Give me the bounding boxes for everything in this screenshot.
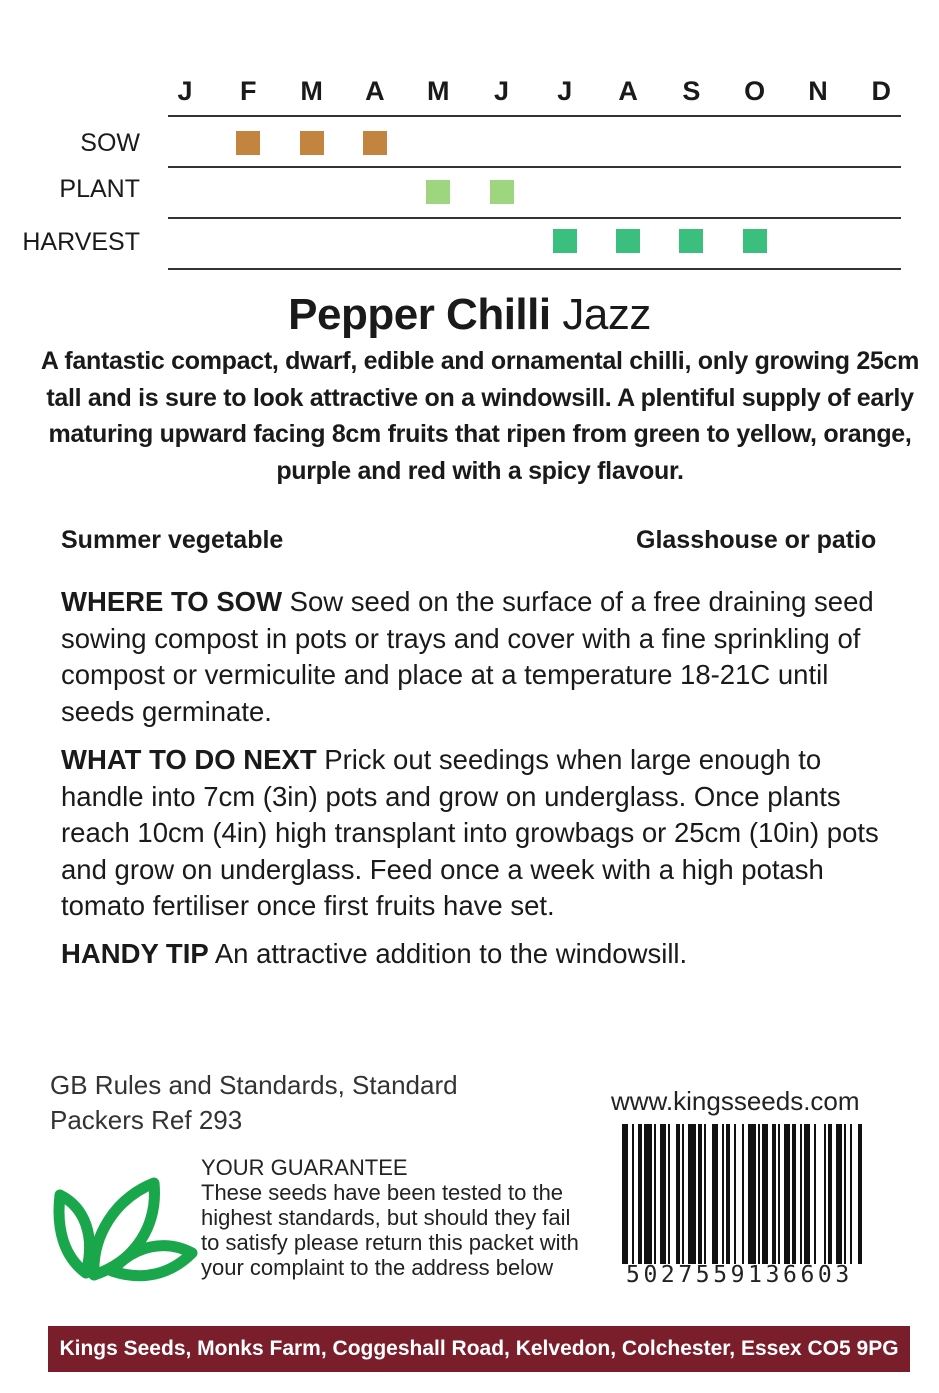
month-label: J xyxy=(177,76,193,106)
barcode-bar xyxy=(784,1124,790,1264)
month-label: A xyxy=(365,76,385,106)
barcode-bar xyxy=(844,1124,846,1264)
calendar-mark-harvest xyxy=(616,229,640,253)
barcode-bar xyxy=(676,1124,680,1264)
barcode-bar xyxy=(824,1124,826,1264)
product-description: A fantastic compact, dwarf, edible and ornamental chilli, only growing 25cm tall and is sure to look attractive on a windowsill. A plentiful supply of early maturing upward facing 8cm fruits that ripen from green to yellow, orange, purple and red with a spicy flavour. xyxy=(40,347,920,485)
row-label-plant: PLANT xyxy=(59,175,140,203)
what-to-do-next-section xyxy=(61,742,901,925)
where-to-sow-text: Sow seed on the surface of a free draining seed sowing compost in pots or trays and cover with a fine sprinkling of compost or vermiculite and place at a temperature 18-21C until seeds germinate. xyxy=(61,586,874,727)
calendar-mark-sow xyxy=(300,131,324,155)
barcode-bar xyxy=(622,1124,628,1264)
month-label: J xyxy=(557,76,573,106)
product-name: Pepper Chilli xyxy=(288,290,551,339)
barcode-bar xyxy=(660,1124,666,1264)
month-label: N xyxy=(808,76,828,106)
barcode-bar xyxy=(644,1124,652,1264)
month-label: M xyxy=(426,76,450,106)
calendar-divider-4 xyxy=(168,268,901,270)
month-label: F xyxy=(240,76,257,106)
barcode-bar xyxy=(762,1124,768,1264)
month-header xyxy=(0,76,939,110)
barcode-bar xyxy=(688,1124,696,1264)
calendar-divider-3 xyxy=(168,217,901,219)
barcode-icon xyxy=(622,1124,888,1264)
barcode-bar xyxy=(828,1124,832,1264)
month-label: A xyxy=(618,76,638,106)
month-label: S xyxy=(682,76,701,106)
where-to-sow-heading: WHERE TO SOW xyxy=(61,586,283,617)
product-title xyxy=(0,290,939,340)
barcode-bar xyxy=(858,1124,862,1264)
what-to-do-next-heading: WHAT TO DO NEXT xyxy=(61,744,317,775)
month-label: J xyxy=(493,76,510,106)
barcode-bar xyxy=(792,1124,796,1264)
standards-note: GB Rules and Standards, Standard Packers Ref 293 xyxy=(50,1070,458,1135)
handy-tip-heading: HANDY TIP xyxy=(61,938,209,969)
handy-tip-section xyxy=(61,936,901,973)
tag-location: Glasshouse or patio xyxy=(636,526,877,554)
calendar-mark-sow xyxy=(236,131,260,155)
month-label: M xyxy=(300,76,323,106)
barcode-bar xyxy=(682,1124,684,1264)
barcode-bar xyxy=(758,1124,760,1264)
website-url: www.kingsseeds.com xyxy=(611,1086,860,1116)
barcode-bar xyxy=(698,1124,702,1264)
calendar-divider-1 xyxy=(168,115,901,117)
barcode-bar xyxy=(726,1124,730,1264)
address-bar xyxy=(48,1326,910,1372)
barcode-number: 5027559136603 xyxy=(626,1262,853,1288)
barcode-bar xyxy=(748,1124,756,1264)
guarantee-block xyxy=(201,1155,581,1280)
handy-tip-text: An attractive addition to the windowsill. xyxy=(208,938,688,969)
where-to-sow-section xyxy=(61,584,901,730)
barcode-bar xyxy=(742,1124,744,1264)
barcode-bar xyxy=(654,1124,656,1264)
calendar-mark-harvest xyxy=(553,229,577,253)
barcode-bar xyxy=(638,1124,642,1264)
barcode-bar xyxy=(704,1124,706,1264)
calendar-mark-plant xyxy=(490,180,514,204)
calendar-mark-sow xyxy=(363,131,387,155)
barcode-bar xyxy=(712,1124,718,1264)
calendar-mark-harvest xyxy=(743,229,767,253)
month-label: D xyxy=(871,76,892,106)
barcode-bar xyxy=(632,1124,634,1264)
calendar-mark-harvest xyxy=(679,229,703,253)
barcode-bar xyxy=(804,1124,810,1264)
barcode-bar xyxy=(800,1124,802,1264)
what-to-do-next-text: Prick out seedings when large enough to handle into 7cm (3in) pots and grow on underglass. Once plants reach 10cm (4in) high transplant into growbags or 25cm (10in) pots and grow on underglass. Feed once a week with a high potash tomato fertiliser once first fruits have set. xyxy=(61,744,879,921)
barcode-bar xyxy=(814,1124,816,1264)
barcode-bar xyxy=(668,1124,670,1264)
row-label-sow: SOW xyxy=(80,129,140,157)
product-variety: Jazz xyxy=(562,290,651,339)
row-label-harvest: HARVEST xyxy=(22,228,140,256)
guarantee-heading: YOUR GUARANTEE xyxy=(201,1155,408,1180)
tag-season: Summer vegetable xyxy=(61,526,284,554)
calendar-divider-2 xyxy=(168,166,901,168)
company-address: Kings Seeds, Monks Farm, Coggeshall Road, Kelvedon, Colchester, Essex CO5 9PG xyxy=(59,1337,899,1360)
barcode-bar xyxy=(850,1124,852,1264)
barcode-bar xyxy=(778,1124,780,1264)
calendar-mark-plant xyxy=(426,180,450,204)
barcode-bar xyxy=(722,1124,724,1264)
barcode-bar xyxy=(734,1124,736,1264)
barcode-bar xyxy=(836,1124,842,1264)
guarantee-text: These seeds have been tested to the highest standards, but should they fail to satisfy please return this packet with your complaint to the address below xyxy=(201,1180,579,1280)
leaf-logo-icon xyxy=(50,1177,198,1283)
month-label: O xyxy=(744,76,766,106)
barcode-bar xyxy=(772,1124,776,1264)
